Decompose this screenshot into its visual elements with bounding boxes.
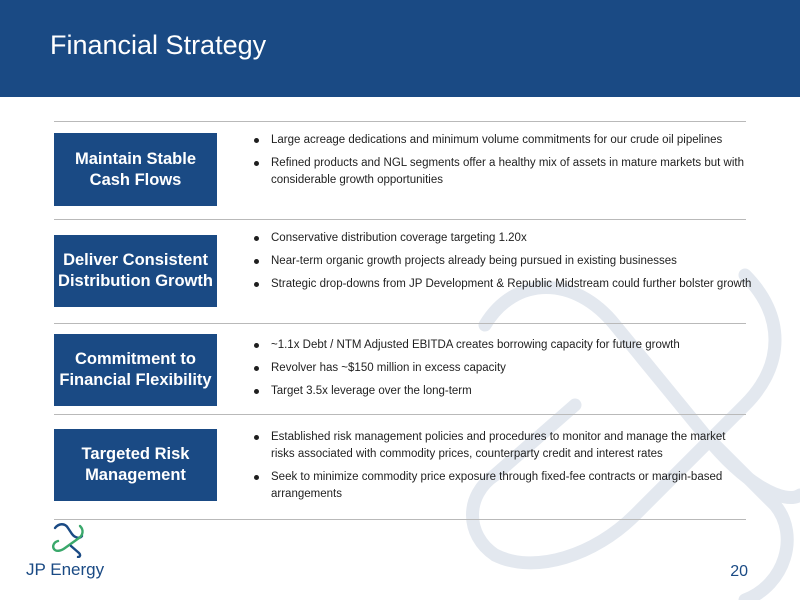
section-label-financial-flexibility: [54, 334, 217, 406]
bullet-dot-icon: [254, 389, 259, 394]
bullet-item: [252, 469, 752, 503]
bullet-text: Conservative distribution coverage targeting 1.20x: [271, 232, 527, 244]
bullet-item: [252, 429, 752, 463]
section-divider: [54, 323, 746, 324]
bullet-list: [252, 230, 752, 299]
bullet-text: Refined products and NGL segments offer a healthy mix of assets in mature markets but with considerable growth opportunities: [271, 157, 745, 186]
bullet-item: [252, 337, 752, 354]
bullet-text: Established risk management policies and procedures to monitor and manage the market risks associated with commodity prices, counterparty credit and interest rates: [271, 431, 726, 460]
bullet-dot-icon: [254, 343, 259, 348]
bullet-dot-icon: [254, 282, 259, 287]
bullet-item: [252, 230, 752, 247]
header-bar: [0, 0, 800, 97]
bullet-dot-icon: [254, 236, 259, 241]
bullet-item: [252, 276, 752, 293]
bullet-dot-icon: [254, 435, 259, 440]
section-label-distribution-growth: [54, 235, 217, 307]
bullet-dot-icon: [254, 138, 259, 143]
bullet-text: Seek to minimize commodity price exposure through fixed-fee contracts or margin-based arrangements: [271, 471, 723, 500]
bullet-text: Strategic drop-downs from JP Development & Republic Midstream could further bolster growth: [271, 278, 752, 290]
jp-energy-watermark-icon: [455, 255, 800, 600]
section-label-text: Deliver Consistent Distribution Growth: [58, 251, 213, 290]
section-label-text: Targeted Risk Management: [81, 445, 190, 484]
bullet-item: [252, 155, 752, 189]
bullet-dot-icon: [254, 161, 259, 166]
section-divider: [54, 219, 746, 220]
section-label-risk-management: [54, 429, 217, 501]
bullet-list: [252, 337, 752, 406]
logo-wordmark: JP Energy: [26, 560, 105, 579]
section-label-text: Maintain Stable Cash Flows: [74, 149, 197, 189]
section-label-stable-cash-flows: [54, 133, 217, 206]
section-label-text: Commitment to Financial Flexibility: [59, 350, 212, 389]
page-title: Financial Strategy: [50, 30, 267, 60]
bullet-item: [252, 132, 752, 149]
bullet-dot-icon: [254, 366, 259, 371]
bullet-list: [252, 429, 752, 509]
bullet-text: Large acreage dedications and minimum volume commitments for our crude oil pipelines: [271, 134, 723, 146]
bullet-text: Near-term organic growth projects already being pursued in existing businesses: [271, 255, 677, 267]
bullet-dot-icon: [254, 259, 259, 264]
bullet-text: Revolver has ~$150 million in excess capacity: [271, 362, 506, 374]
bullet-dot-icon: [254, 475, 259, 480]
jp-energy-logo-icon: [51, 522, 85, 558]
bullet-list: [252, 132, 752, 195]
section-divider: [54, 121, 746, 122]
section-divider: [54, 414, 746, 415]
bullet-text: ~1.1x Debt / NTM Adjusted EBITDA creates borrowing capacity for future growth: [271, 339, 680, 351]
bullet-item: [252, 360, 752, 377]
bullet-text: Target 3.5x leverage over the long-term: [271, 385, 472, 397]
section-divider: [54, 519, 746, 520]
bullet-item: [252, 253, 752, 270]
bullet-item: [252, 383, 752, 400]
page-number: 20: [730, 563, 748, 580]
